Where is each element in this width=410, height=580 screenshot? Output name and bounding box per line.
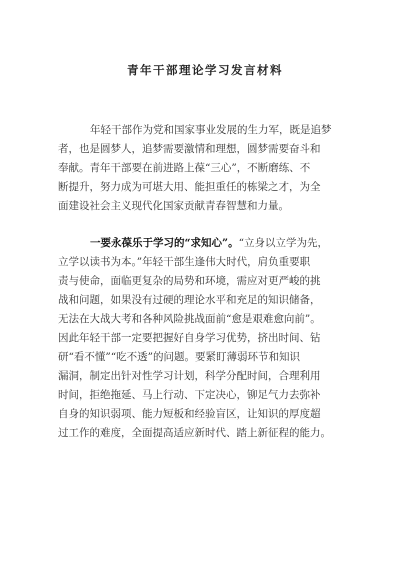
paragraph-2-line-4: 战和问题，如果没有过硬的理论水平和充足的知识储备，	[58, 294, 321, 306]
paragraph-2-line-2: 立学以读书为本。”年轻干部生逢伟大时代，肩负重要职	[58, 256, 311, 268]
paragraph-2-line-9: 时间，拒绝拖延、马上行动、下定决心，铆足气力去弥补	[58, 389, 321, 401]
paragraph-1-line-1: 年轻干部作为党和国家事业发展的生力军，既是追梦	[90, 124, 332, 136]
paragraph-2-line-5: 无法在大战大考和各种风险挑战面前“愈是艰难愈向前”。	[58, 313, 321, 325]
paragraph-2-line-10: 自身的知识弱项、能力短板和经验盲区，让知识的厚度超	[58, 408, 321, 420]
document-title: 青年干部理论学习发言材料	[127, 63, 283, 77]
paragraph-1-line-3: 奉献。青年干部要在前进路上葆“三心”，不断磨练、不	[58, 162, 311, 174]
paragraph-2-lead-heading: 一要永葆乐于学习的“求知心”。	[90, 237, 239, 249]
paragraph-2-line-11: 过工作的难度，全面提高适应新时代、踏上新征程的能力。	[58, 427, 331, 439]
paragraph-2-line-7: 研“看不懂”“吃不透”的问题。要紧盯薄弱环节和知识	[58, 351, 300, 363]
paragraph-1-line-5: 面建设社会主义现代化国家贡献青春智慧和力量。	[58, 200, 289, 212]
paragraph-2-line-8: 漏洞，制定出针对性学习计划，科学分配时间，合理利用	[58, 370, 321, 382]
paragraph-2-line-3: 责与使命，面临更复杂的局势和环境，需应对更严峻的挑	[58, 275, 321, 287]
paragraph-2-line-1	[90, 237, 328, 249]
paragraph-1-line-4: 断提升，努力成为可堪大用、能担重任的栋梁之才，为全	[58, 181, 321, 193]
paragraph-2-lead-text: “立身以立学为先，	[238, 237, 328, 249]
paragraph-1-line-2: 者，也是圆梦人，追梦需要激情和理想，圆梦需要奋斗和	[58, 143, 321, 155]
paragraph-2-line-6: 因此年轻干部一定要把握好自身学习优势，挤出时间、钻	[58, 332, 321, 344]
